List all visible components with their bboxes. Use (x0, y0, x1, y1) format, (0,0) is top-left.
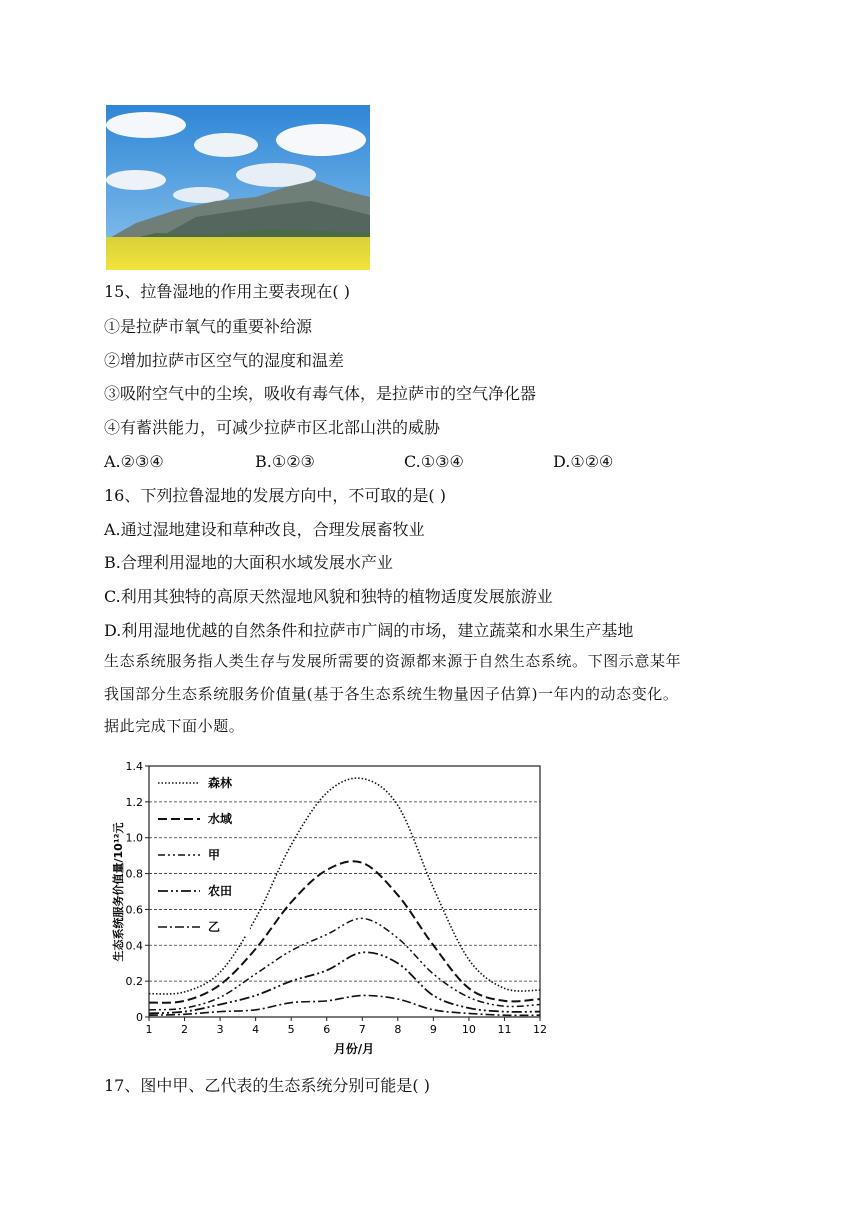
question-16-stem: 16、下列拉鲁湿地的发展方向中，不可取的是( ) (104, 486, 446, 505)
question-17-stem: 17、图中甲、乙代表的生态系统分别可能是( ) (104, 1076, 430, 1095)
legend-bg (154, 916, 250, 936)
x-tick-label: 7 (358, 1023, 366, 1036)
passage-line-3: 据此完成下面小题。 (104, 717, 245, 735)
legend-bg (154, 844, 250, 864)
x-tick-label: 1 (145, 1023, 153, 1036)
question-15-option-a: A.②③④ (104, 452, 164, 471)
x-tick-label: 5 (287, 1023, 295, 1036)
x-tick-label: 3 (216, 1023, 224, 1036)
legend-label-5: 乙 (208, 920, 221, 934)
question-15-item-4: ④有蓄洪能力，可减少拉萨市区北部山洪的威胁 (104, 418, 441, 437)
legend-label-3: 甲 (208, 848, 221, 862)
x-tick-label: 10 (461, 1023, 476, 1036)
legend-label-4: 农田 (208, 884, 233, 898)
y-tick-label: 1.4 (125, 760, 143, 773)
y-tick-label: 1.0 (125, 831, 143, 845)
passage (104, 645, 752, 743)
x-tick-label: 11 (497, 1023, 512, 1036)
question-15-stem: 15、拉鲁湿地的作用主要表现在( ) (104, 282, 350, 301)
x-axis-label: 月份/月 (333, 1042, 375, 1056)
question-16-option-d: D.利用湿地优越的自然条件和拉萨市广阔的市场，建立蔬菜和水果生产基地 (104, 621, 634, 640)
legend-label-2: 水域 (208, 812, 233, 826)
y-tick-label: 0.8 (125, 867, 143, 881)
y-tick-label: 0.4 (125, 939, 143, 953)
legend-bg (154, 772, 250, 792)
landscape-photo (106, 105, 370, 270)
x-tick-label: 12 (533, 1023, 547, 1036)
x-tick-label: 2 (181, 1023, 189, 1036)
question-16-option-a: A.通过湿地建设和草种改良，合理发展畜牧业 (104, 520, 425, 539)
question-16-option-c: C.利用其独特的高原天然湿地风貌和独特的植物适度发展旅游业 (104, 587, 553, 606)
passage-line-2: 我国部分生态系统服务价值量(基于各生态系统生物量因子估算)一年内的动态变化。 (104, 684, 679, 703)
x-tick-label: 9 (429, 1023, 437, 1036)
passage-line-1: 生态系统服务指人类生存与发展所需要的资源都来源于自然生态系统。下图示意某年 (104, 652, 682, 670)
y-tick-label: 1.2 (125, 795, 143, 809)
question-15-option-d: D.①②④ (553, 452, 614, 471)
series-line-5 (149, 995, 540, 1015)
y-tick-label: 0 (136, 1011, 143, 1024)
x-tick-label: 4 (252, 1023, 260, 1036)
legend-bg (154, 808, 250, 828)
x-tick-label: 6 (323, 1023, 331, 1036)
legend-bg (154, 880, 250, 900)
question-16-option-b: B.合理利用湿地的大面积水域发展水产业 (104, 553, 393, 572)
ecosystem-value-chart (108, 756, 554, 1058)
y-tick-label: 0.2 (125, 975, 143, 989)
question-15-option-c: C.①③④ (404, 452, 464, 471)
question-15-item-2: ②增加拉萨市区空气的湿度和温差 (104, 351, 345, 370)
legend-label-1: 森林 (208, 776, 233, 790)
x-tick-label: 8 (394, 1023, 402, 1036)
y-tick-label: 0.6 (125, 903, 143, 917)
question-15-option-b: B.①②③ (255, 452, 315, 471)
y-axis-label: 生态系统服务价值量/10¹²元 (112, 822, 125, 962)
question-15-item-3: ③吸附空气中的尘埃，吸收有毒气体，是拉萨市的空气净化器 (104, 384, 537, 403)
question-15-item-1: ①是拉萨市氧气的重要补给源 (104, 317, 313, 336)
